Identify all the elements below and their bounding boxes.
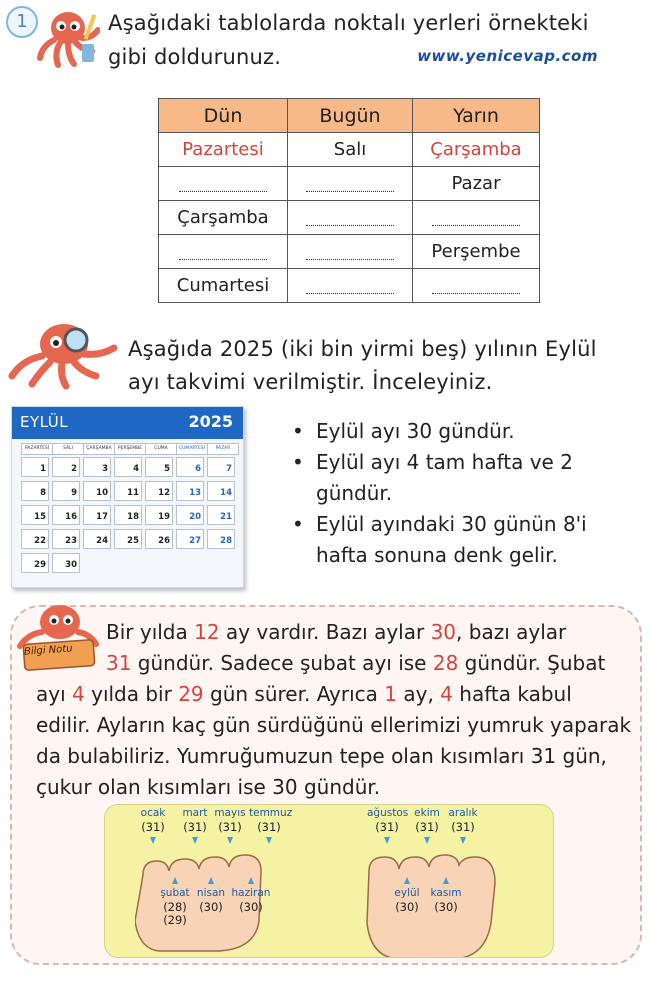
bullet-icon: • [292,450,304,474]
calendar-day-cell: 3 [83,457,111,477]
dotted-blank [306,225,394,226]
fist-month-days: (31) [218,820,242,834]
calendar-day-cell: 18 [114,505,142,525]
bullet-text: gündür. [316,481,393,505]
fist-months-illustration [104,804,554,958]
calendar-day-cell: 8 [21,481,49,501]
fist-month-days: (31) [451,820,475,834]
given-cell: Cumartesi [159,269,288,303]
calendar-day-header: SALI [52,443,84,455]
table-header-row [159,99,540,133]
arrow-down-icon [227,837,233,844]
calendar-day-cell: 4 [114,457,142,477]
fist-month-label: şubat [160,887,190,899]
bullet-text: Eylül ayı 4 tam hafta ve 2 [316,450,573,474]
dotted-blank [179,259,267,260]
blank-cell[interactable] [159,167,288,201]
info-line-1: Bir yılda 12 ay vardır. Bazı aylar 30, bazı aylar [106,620,567,644]
section2-line-2: ayı takvimi verilmiştir. İnceleyiniz. [128,370,493,394]
info-line-5: da bulabiliriz. Yumruğumuzun tepe olan kısımları 31 gün, [36,744,607,768]
given-cell: Çarşamba [159,201,288,235]
blank-cell[interactable] [288,167,413,201]
fist-month-days: (30) [434,900,458,914]
calendar-day-cell: 17 [83,505,111,525]
calendar-day-cell: 7 [207,457,235,477]
arrow-down-icon [424,837,430,844]
arrow-up-icon [208,877,214,884]
fist-month-label: ağustos [367,807,409,819]
bullet-icon: • [292,512,304,536]
calendar-day-cell: 22 [21,529,49,549]
days-table [158,98,540,303]
given-cell: Perşembe [413,235,540,269]
arrow-up-icon [443,877,449,884]
blank-cell[interactable] [413,201,540,235]
table-row [159,235,540,269]
info-badge-label: Bilgi Notu [23,643,73,658]
fist-month-days: (28) [163,900,187,914]
info-line-3: ayı 4 yılda bir 29 gün sürer. Ayrıca 1 ay, 4 hafta kabul [36,682,572,706]
fist-month-days: (31) [257,820,281,834]
bullet-text: Eylül ayındaki 30 günün 8'i [316,512,587,536]
september-calendar [11,406,244,588]
arrow-up-icon [172,877,178,884]
header-cell: Bugün [288,99,413,133]
calendar-day-cell: 30 [52,553,80,573]
header-cell: Dün [159,99,288,133]
blank-cell[interactable] [288,269,413,303]
dotted-blank [179,191,267,192]
calendar-day-header: ÇARŞAMBA [83,443,115,455]
fist-month-label: haziran [231,887,271,899]
arrow-down-icon [150,837,156,844]
calendar-day-cell: 26 [145,529,173,549]
fist-month-days: (30) [199,900,223,914]
fist-month-days: (31) [415,820,439,834]
info-line-6: çukur olan kısımları ise 30 gündür. [36,775,381,799]
calendar-day-cell: 19 [145,505,173,525]
calendar-day-cell: 9 [52,481,80,501]
octopus-mascot-icon [36,8,100,70]
fist-month-days: (31) [375,820,399,834]
calendar-day-cell: 2 [52,457,80,477]
fist-month-days: (31) [183,820,207,834]
blank-cell[interactable] [159,235,288,269]
fist-month-label: temmuz [249,807,293,819]
arrow-up-icon [248,877,254,884]
calendar-day-header: PAZARTESİ [21,443,53,455]
calendar-day-cell: 14 [207,481,235,501]
octopus-magnifier-icon [6,318,122,390]
fist-month-label: aralık [448,807,478,819]
calendar-day-cell: 1 [21,457,49,477]
octopus-info-icon [14,600,100,678]
blank-cell[interactable] [413,269,540,303]
fist-month-label: ekim [414,807,440,819]
fist-month-days: (30) [395,900,419,914]
calendar-day-cell: 21 [207,505,235,525]
bullet-icon: • [292,419,304,443]
section2-line-1: Aşağıda 2025 (iki bin yirmi beş) yılının Eylül [128,337,597,361]
fist-month-label: ocak [140,807,166,819]
fist-month-label: kasım [430,887,462,899]
calendar-day-cell: 10 [83,481,111,501]
calendar-day-header: CUMA [145,443,177,455]
example-cell: Pazartesi [159,133,288,167]
fist-month-label: eylül [394,887,420,899]
calendar-day-cell: 15 [21,505,49,525]
blank-cell[interactable] [288,201,413,235]
calendar-day-cell: 16 [52,505,80,525]
arrow-down-icon [384,837,390,844]
arrow-down-icon [460,837,466,844]
calendar-day-cell: 6 [176,457,204,477]
given-cell: Pazar [413,167,540,201]
calendar-month: EYLÜL [20,413,69,431]
fist-month-days: (31) [141,820,165,834]
instruction-line-1: Aşağıdaki tablolarda noktalı yerleri örnekteki [108,11,589,35]
example-cell: Çarşamba [413,133,540,167]
arrow-down-icon [192,837,198,844]
calendar-day-header: CUMARTESİ [176,443,208,455]
fist-month-days: (30) [239,900,263,914]
fist-month-label: mayıs [214,807,246,819]
info-line-2: 31 gündür. Sadece şubat ayı ise 28 gündür. Şubat [106,651,606,675]
dotted-blank [432,225,520,226]
dotted-blank [432,293,520,294]
table-row [159,269,540,303]
dotted-blank [306,293,394,294]
arrow-down-icon [266,837,272,844]
calendar-day-cell: 12 [145,481,173,501]
calendar-day-cell: 5 [145,457,173,477]
calendar-day-cell: 29 [21,553,49,573]
table-row [159,167,540,201]
table-row [159,201,540,235]
calendar-day-cell: 24 [83,529,111,549]
calendar-day-cell: 28 [207,529,235,549]
instruction-line-2: gibi doldurunuz. [108,45,282,69]
calendar-day-cell: 13 [176,481,204,501]
dotted-blank [306,191,394,192]
calendar-day-cell: 25 [114,529,142,549]
calendar-day-header: PERŞEMBE [114,443,146,455]
calendar-day-cell: 23 [52,529,80,549]
calendar-day-cell: 11 [114,481,142,501]
table-row [159,133,540,167]
dotted-blank [306,259,394,260]
arrow-up-icon [404,877,410,884]
calendar-day-cell: 20 [176,505,204,525]
fist-month-label: mart [182,807,208,819]
info-line-4: edilir. Ayların kaç gün sürdüğünü ellerimizi yumruk yaparak [36,713,632,737]
header-cell: Yarın [413,99,540,133]
calendar-day-cell: 27 [176,529,204,549]
blank-cell[interactable] [288,235,413,269]
fist-month-label: nisan [196,887,226,899]
calendar-day-header: PAZAR [207,443,239,455]
website-watermark: www.yenicevap.com [417,47,598,65]
example-cell: Salı [288,133,413,167]
fist-month-days-leap: (29) [163,913,187,927]
bullet-text: Eylül ayı 30 gündür. [316,419,515,443]
bullet-text: hafta sonuna denk gelir. [316,543,558,567]
calendar-year: 2025 [188,412,233,431]
question-number-badge: 1 [6,6,38,38]
